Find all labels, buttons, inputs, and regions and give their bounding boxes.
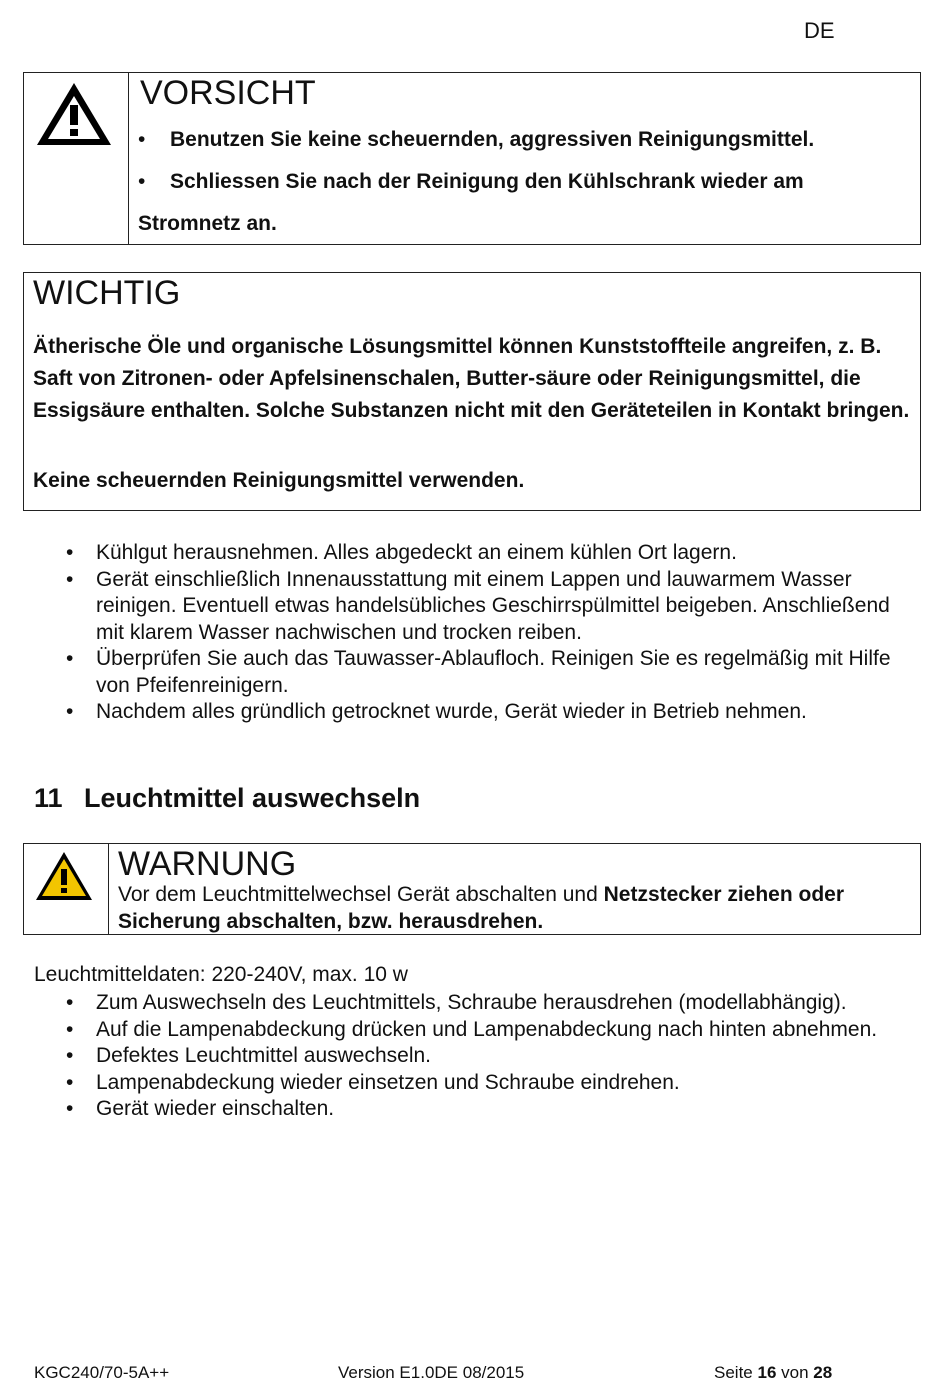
vorsicht-item: • Benutzen Sie keine scheuernden, aggressiven Reinigungsmittel. bbox=[138, 119, 814, 161]
vorsicht-title: VORSICHT bbox=[140, 74, 316, 112]
vorsicht-icon-cell bbox=[24, 73, 129, 244]
wichtig-paragraph: Keine scheuernden Reinigungsmittel verwenden. bbox=[33, 469, 525, 492]
wichtig-box bbox=[23, 272, 921, 511]
list-item: • Defektes Leuchtmittel auswechseln. bbox=[34, 1043, 904, 1070]
lamp-list bbox=[34, 990, 904, 1123]
wichtig-paragraph: Ätherische Öle und organische Lösungsmittel können Kunststoffteile angreifen, z. B. Saft von Zitronen- oder Apfelsinenschalen, Butter-säure oder Reinigungsmittel, die Essigsäure enthalten. Solche Substanzen nicht mit den Geräteteilen in Kontakt bringen. bbox=[33, 335, 910, 422]
list-item: • Gerät wieder einschalten. bbox=[34, 1096, 904, 1123]
vorsicht-list bbox=[138, 119, 814, 245]
wichtig-title: WICHTIG bbox=[33, 274, 181, 312]
section-heading bbox=[34, 783, 420, 814]
page-current: 16 bbox=[757, 1363, 777, 1382]
section-title: Leuchtmittel auswechseln bbox=[84, 783, 421, 813]
page-prefix: Seite bbox=[714, 1363, 758, 1382]
lamp-data: Leuchtmitteldaten: 220-240V, max. 10 w bbox=[34, 963, 408, 986]
list-item: • Kühlgut herausnehmen. Alles abgedeckt an einem kühlen Ort lagern. bbox=[34, 540, 904, 567]
footer-page-number bbox=[714, 1363, 832, 1383]
page-total: 28 bbox=[813, 1363, 833, 1382]
warning-yellow-triangle-icon bbox=[34, 850, 94, 902]
vorsicht-item-continuation: Stromnetz an. bbox=[138, 212, 277, 235]
footer-model: KGC240/70-5A++ bbox=[34, 1363, 170, 1382]
warning-triangle-icon bbox=[34, 79, 114, 149]
list-item: • Gerät einschließlich Innenausstattung mit einem Lappen und lauwarmem Wasser reinigen. Eventuell etwas handelsübliches Geschirrspülmittel beigeben. Anschließend mit klarem Wasser nachwischen und trocken reiben. bbox=[34, 567, 904, 647]
warnung-text bbox=[118, 882, 908, 935]
warnung-text-normal: Vor dem Leuchtmittelwechsel Gerät abschalten und bbox=[118, 883, 604, 906]
section-number: 11 bbox=[34, 783, 63, 813]
list-item: • Auf die Lampenabdeckung drücken und Lampenabdeckung nach hinten abnehmen. bbox=[34, 1017, 904, 1044]
list-item: • Nachdem alles gründlich getrocknet wurde, Gerät wieder in Betrieb nehmen. bbox=[34, 699, 904, 726]
footer-version: Version E1.0DE 08/2015 bbox=[338, 1363, 525, 1382]
list-item: • Lampenabdeckung wieder einsetzen und Schraube eindrehen. bbox=[34, 1070, 904, 1097]
vorsicht-box bbox=[23, 72, 921, 245]
vorsicht-item: • Schliessen Sie nach der Reinigung den Kühlschrank wieder am bbox=[138, 161, 814, 203]
language-label: DE bbox=[804, 18, 835, 43]
warnung-box bbox=[23, 843, 921, 935]
list-item: • Überprüfen Sie auch das Tauwasser-Ablaufloch. Reinigen Sie es regelmäßig mit Hilfe von Pfeifenreinigern. bbox=[34, 646, 904, 699]
warnung-text-bold: Netzstecker ziehen oder Sicherung abschalten, bzw. herausdrehen. bbox=[118, 883, 845, 933]
page-mid: von bbox=[776, 1363, 814, 1382]
list-item: • Zum Auswechseln des Leuchtmittels, Schraube herausdrehen (modellabhängig). bbox=[34, 990, 904, 1017]
warnung-icon-cell bbox=[24, 844, 109, 934]
cleaning-list bbox=[34, 540, 904, 726]
warnung-title: WARNUNG bbox=[118, 845, 297, 883]
